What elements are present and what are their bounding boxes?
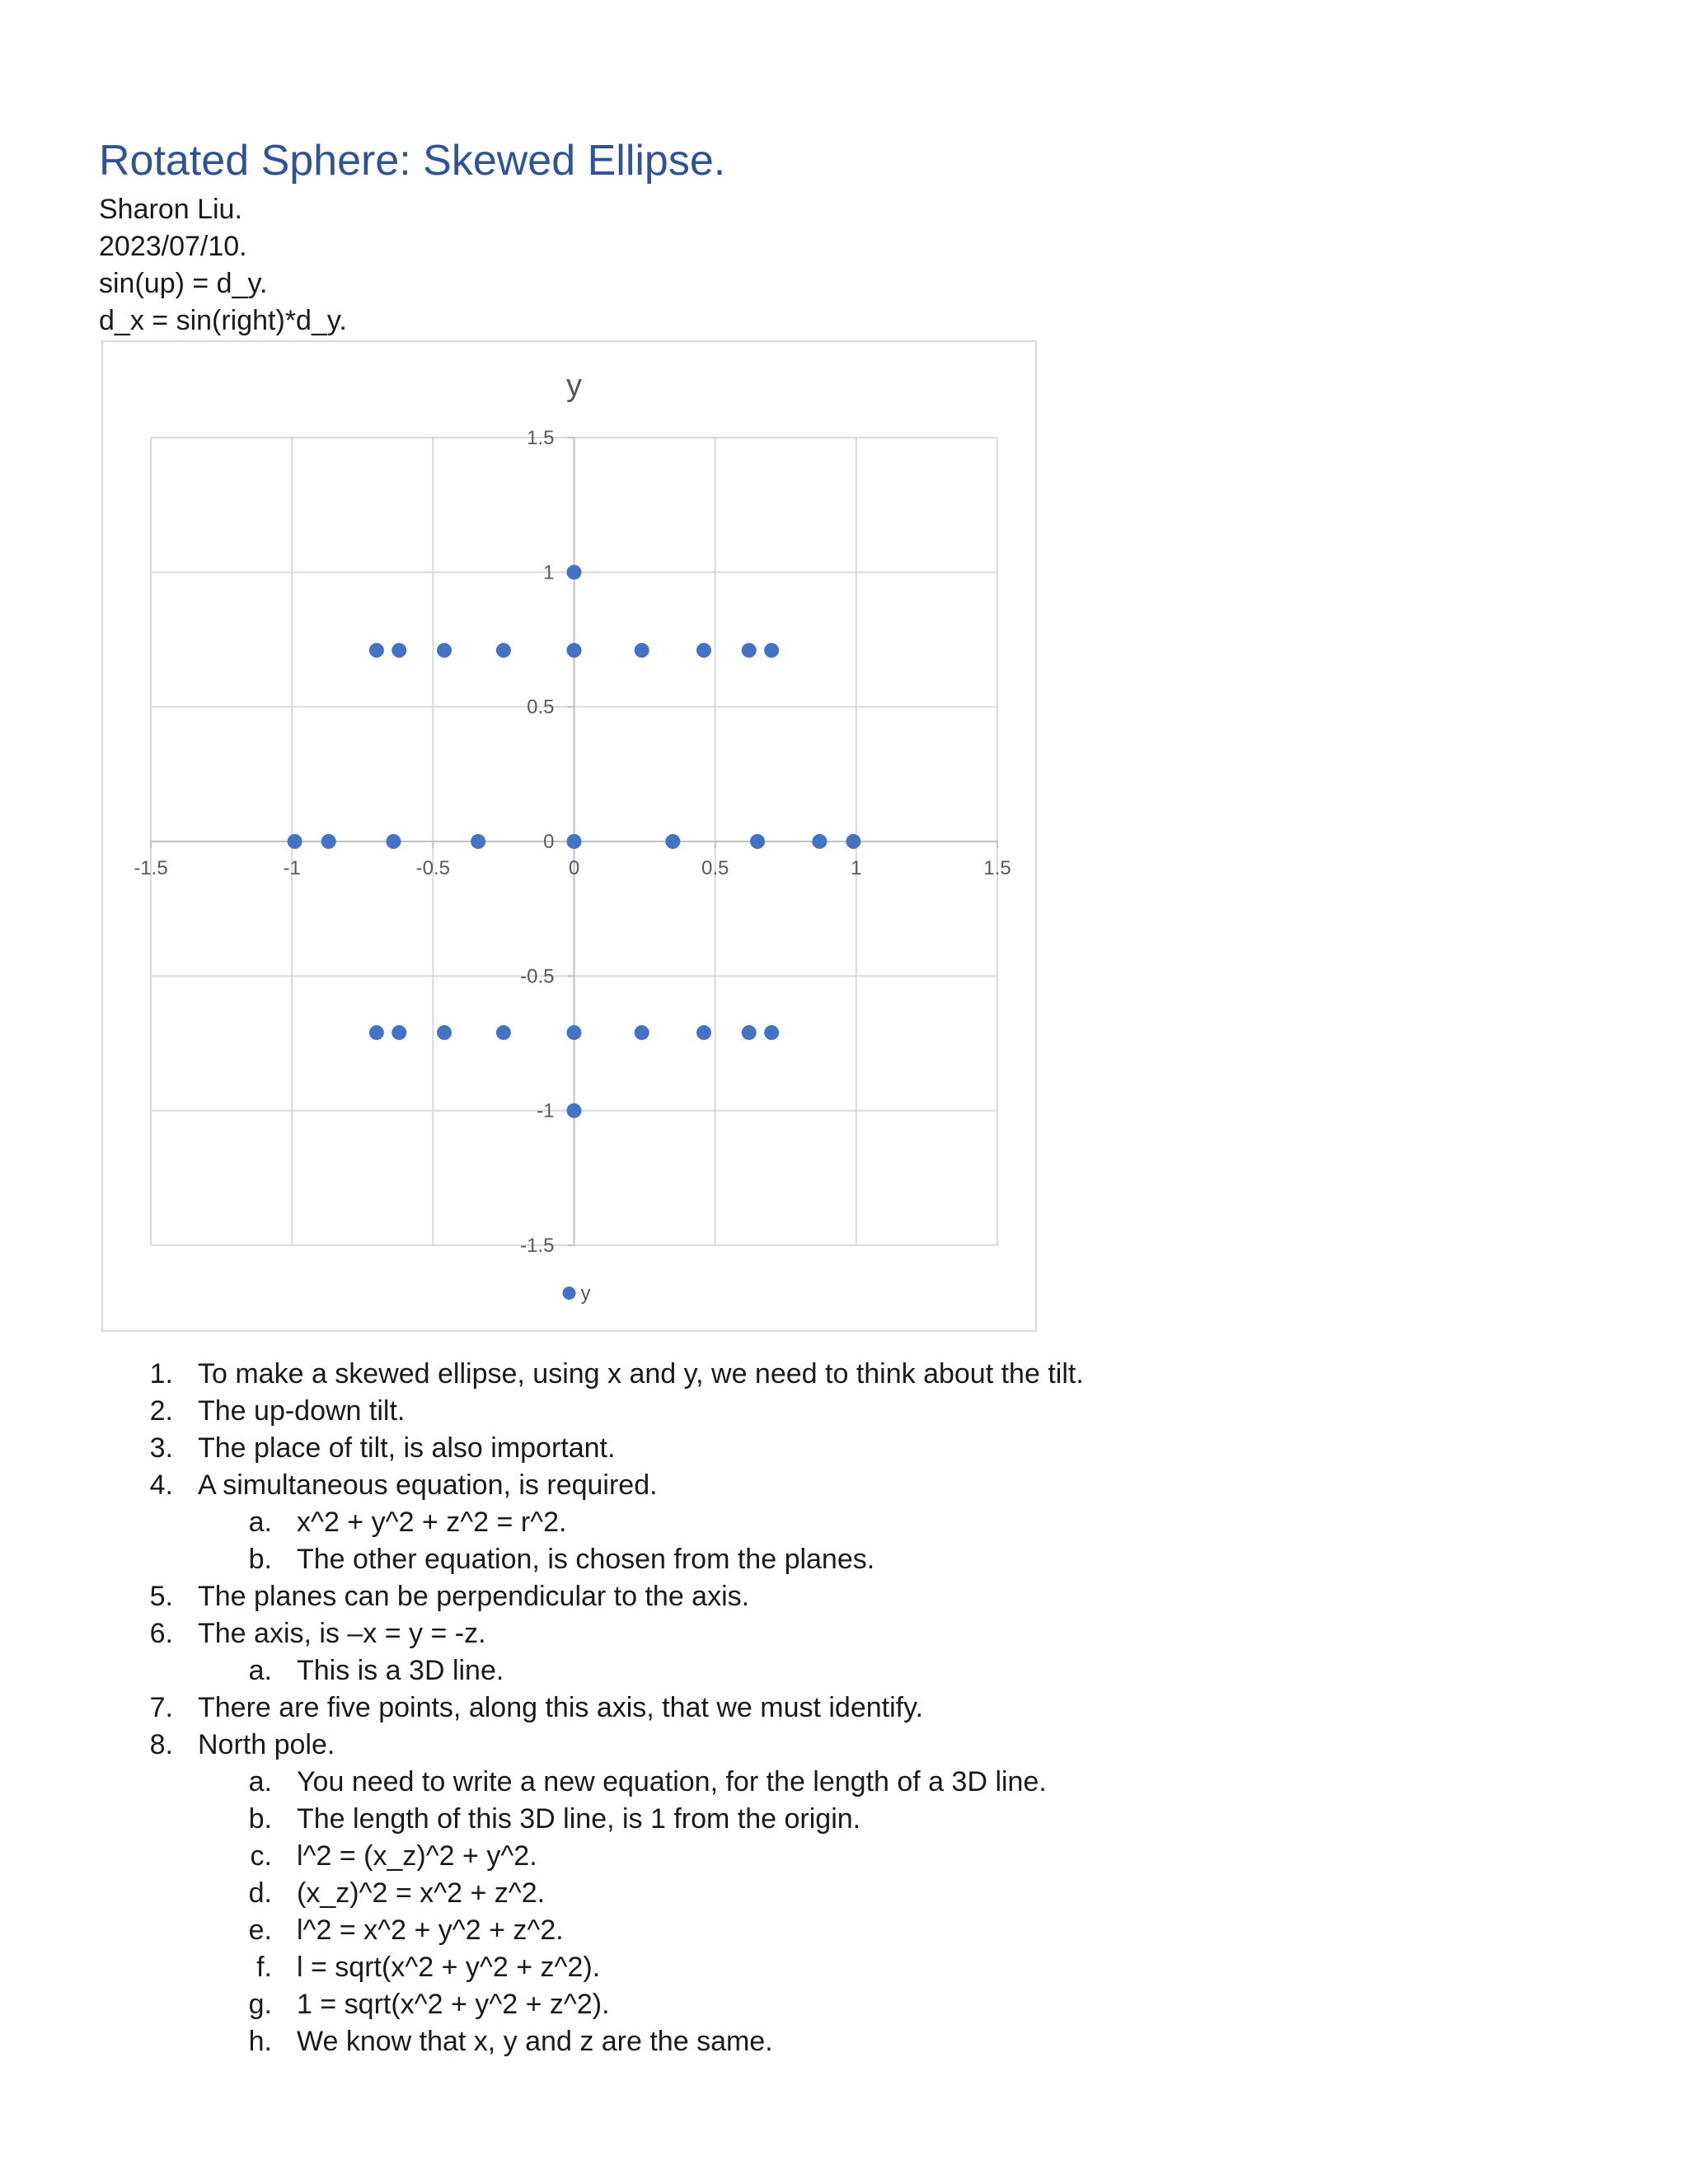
x-tick-label: -1 [283,857,301,879]
list-item [0,1393,1688,1430]
list-item [0,1690,1688,1727]
list-text: The axis, is –x = y = -z. [198,1618,486,1649]
data-point [437,1025,452,1040]
y-tick-label: -1 [537,1099,555,1122]
data-point [635,643,649,658]
x-tick-label: 1 [851,857,862,879]
list-marker: a. [248,1507,272,1538]
data-point [846,834,860,849]
data-point [750,834,765,849]
data-point [696,643,711,658]
sub-list-item [0,1875,1688,1912]
list-text: There are five points, along this axis, that we must identify. [198,1692,924,1723]
list-text: (x_z)^2 = x^2 + z^2. [297,1877,546,1909]
list-text: To make a skewed ellipse, using x and y, we need to think about the tilt. [198,1358,1084,1390]
list-marker: h. [248,2026,272,2057]
y-tick-label: -1.5 [520,1235,555,1257]
legend-label: y [580,1282,591,1305]
list-text: x^2 + y^2 + z^2 = r^2. [297,1507,567,1538]
list-item [0,1356,1688,1393]
sub-list-item [0,1652,1688,1690]
data-point [567,1104,582,1118]
list-marker: 3. [149,1432,173,1464]
list-text: This is a 3D line. [297,1655,504,1686]
chart-canvas [103,342,1039,1333]
list-text: You need to write a new equation, for the length of a 3D line. [297,1766,1047,1797]
y-tick-label: 0.5 [527,696,555,719]
list-text: l^2 = x^2 + y^2 + z^2. [297,1915,564,1946]
data-point [742,1025,757,1040]
list-marker: d. [248,1877,272,1909]
list-marker: 1. [149,1358,173,1390]
list-text: l = sqrt(x^2 + y^2 + z^2). [297,1952,601,1983]
list-marker: c. [250,1840,272,1872]
author-line: Sharon Liu. [99,194,242,225]
list-marker: g. [248,1989,272,2020]
formula-line: d_x = sin(right)*d_y. [99,305,347,336]
list-text: The other equation, is chosen from the planes. [297,1544,875,1575]
data-point [742,643,757,658]
data-point [764,1025,779,1040]
list-marker: b. [248,1803,272,1835]
data-point [567,565,582,579]
x-tick-label: 1.5 [983,857,1011,879]
y-tick-label: -0.5 [520,965,555,988]
data-point [392,1025,406,1040]
list-item [0,1578,1688,1615]
sub-list-item [0,1986,1688,2023]
list-text: l^2 = (x_z)^2 + y^2. [297,1840,537,1872]
list-marker: a. [248,1766,272,1797]
list-marker: f. [256,1952,272,1983]
sub-list-item [0,1764,1688,1801]
list-text: We know that x, y and z are the same. [297,2026,773,2057]
document-meta [99,191,347,340]
data-point [369,643,384,658]
x-tick-label: -1.5 [134,857,168,879]
data-point [635,1025,649,1040]
data-point [567,834,582,849]
legend-marker [563,1286,576,1300]
data-point [567,1025,582,1040]
sub-list-item [0,1949,1688,1986]
data-point [696,1025,711,1040]
data-point [369,1025,384,1040]
sub-list-item [0,2023,1688,2060]
data-point [496,1025,511,1040]
y-tick-label: 0 [543,831,555,853]
list-marker: 8. [149,1729,173,1760]
numbered-list [0,1356,1688,2060]
list-text: North pole. [198,1729,335,1760]
list-item [0,1727,1688,1764]
data-point [812,834,827,849]
data-point [288,834,302,849]
list-text: The up-down tilt. [198,1395,406,1427]
list-item [0,1430,1688,1467]
formula-line: sin(up) = d_y. [99,268,268,299]
data-point [471,834,485,849]
sub-list-item [0,1541,1688,1578]
x-tick-label: 0.5 [701,857,729,879]
data-point [386,834,401,849]
data-point [764,643,779,658]
data-point [496,643,511,658]
x-tick-label: 0 [568,857,580,879]
list-marker: e. [248,1915,272,1946]
list-marker: 2. [149,1395,173,1427]
list-text: The planes can be perpendicular to the axis. [198,1581,750,1612]
list-marker: a. [248,1655,272,1686]
list-text: 1 = sqrt(x^2 + y^2 + z^2). [297,1989,610,2020]
list-marker: b. [248,1544,272,1575]
list-item [0,1615,1688,1652]
list-marker: 4. [149,1469,173,1501]
list-marker: 5. [149,1581,173,1612]
list-text: A simultaneous equation, is required. [198,1469,658,1501]
sub-list-item [0,1838,1688,1875]
list-item [0,1467,1688,1504]
data-point [321,834,336,849]
list-text: The length of this 3D line, is 1 from the origin. [297,1803,861,1835]
list-marker: 7. [149,1692,173,1723]
data-point [567,643,582,658]
data-point [437,643,452,658]
sub-list-item [0,1801,1688,1838]
date-line: 2023/07/10. [99,231,247,262]
scatter-chart [101,340,1037,1332]
sub-list-item [0,1504,1688,1541]
list-text: The place of tilt, is also important. [198,1432,616,1464]
data-point [392,643,406,658]
y-tick-label: 1.5 [527,427,555,449]
x-tick-label: -0.5 [415,857,451,879]
data-point [665,834,680,849]
list-marker: 6. [149,1618,173,1649]
chart-title: y [566,368,582,403]
document-title: Rotated Sphere: Skewed Ellipse. [99,137,726,185]
sub-list-item [0,1912,1688,1949]
y-tick-label: 1 [543,561,555,584]
